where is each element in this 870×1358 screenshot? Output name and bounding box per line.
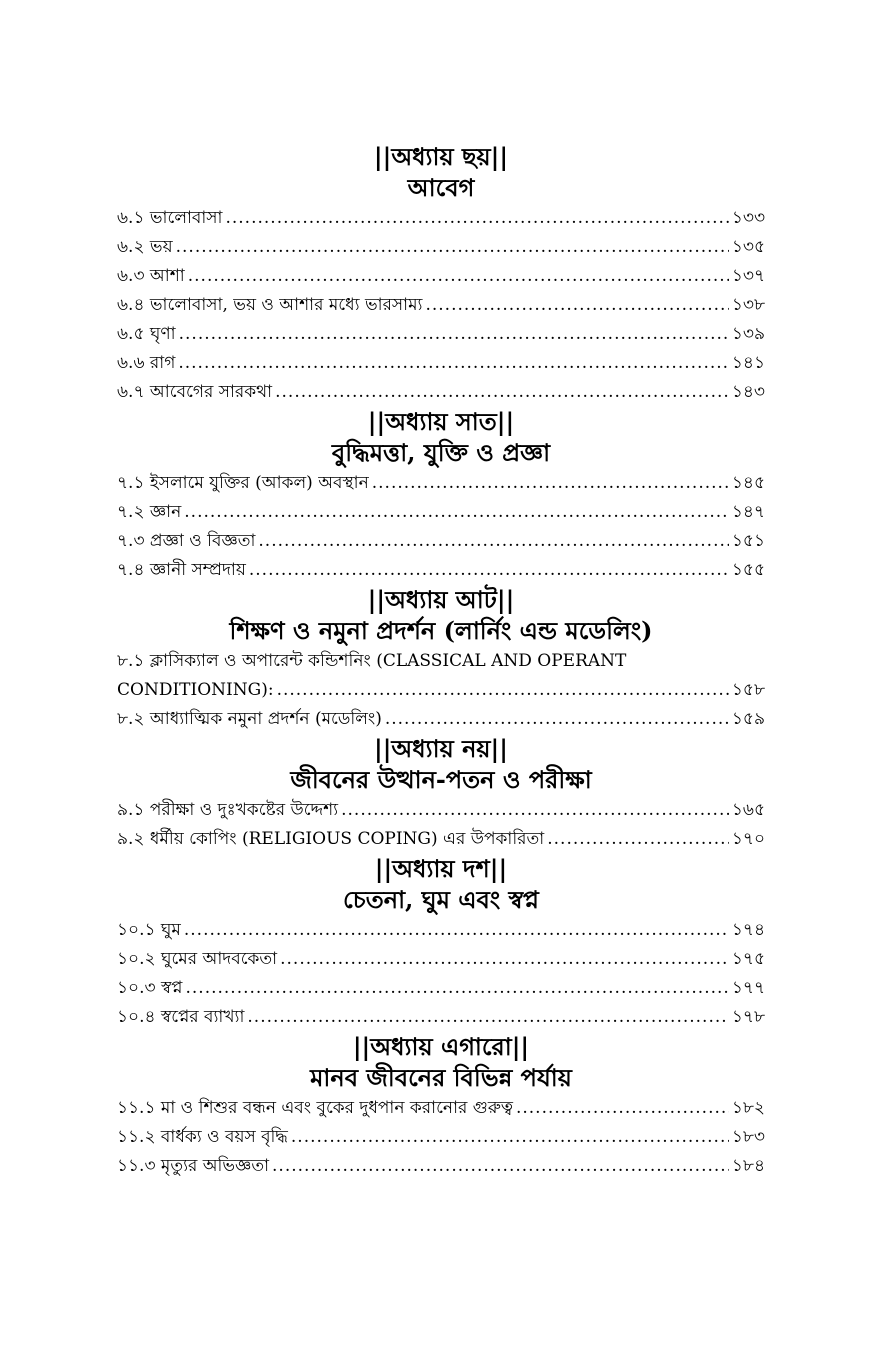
entry-page-number: ১৪১ [731,353,765,373]
leader-dots [277,676,729,705]
entry-page-number: ১৪৩ [731,382,765,402]
leader-dots [341,796,729,825]
toc-entry[interactable] [117,945,765,974]
toc-entry[interactable] [117,378,765,407]
chapter-label: ||অধ্যায় ছয়|| [373,142,509,171]
entry-title: ৬.১ ভালোবাসা [117,208,223,228]
toc-entry[interactable] [117,705,765,734]
toc-entry[interactable] [117,1003,765,1032]
entry-title: ৮.২ আধ্যাত্মিক নমুনা প্রদর্শন (মডেলিং) [117,709,382,729]
entry-title-line2: CONDITIONING): [117,680,274,700]
entry-page-number: ১৮৪ [731,1156,765,1176]
entry-title: ১০.৪ স্বপ্নের ব্যাখ্যা [117,1007,245,1027]
entry-page-number: ১৫৮ [731,680,765,700]
entry-page-number: ১৩৯ [731,324,765,344]
toc-entry[interactable] [117,498,765,527]
toc-entry[interactable] [117,556,765,585]
toc-entry[interactable] [117,1094,765,1123]
entry-page-number: ১৪৭ [731,502,765,522]
leader-dots [272,1152,729,1181]
entry-page-number: ১৫১ [731,531,765,551]
entry-title: ১১.৩ মৃত্যুর অভিজ্ঞতা [117,1156,270,1176]
leader-dots [291,1123,729,1152]
chapter-9 [117,734,765,854]
entry-page-number: ১৪৫ [731,473,765,493]
leader-dots [425,291,728,320]
toc-entry[interactable] [117,262,765,291]
chapter-label: ||অধ্যায় এগারো|| [352,1032,530,1061]
entry-page-number: ১৬৫ [731,800,765,820]
entry-title: ৬.৬ রাগ [117,353,176,373]
table-of-contents [117,142,765,1181]
entry-page-number: ১৩৮ [731,295,765,315]
leader-dots [184,498,729,527]
chapter-label: ||অধ্যায় সাত|| [367,407,515,436]
leader-dots [184,916,729,945]
toc-entry[interactable] [117,647,765,705]
entry-page-number: ১৮২ [731,1098,765,1118]
leader-dots [516,1094,729,1123]
entry-title: ৬.২ ভয় [117,237,173,257]
entry-page-number: ১৭৭ [731,978,765,998]
toc-entry[interactable] [117,1152,765,1181]
toc-entry[interactable] [117,527,765,556]
chapter-8 [117,585,765,734]
chapter-label: ||অধ্যায় দশ|| [374,854,508,883]
entry-title: ১০.২ ঘুমের আদবকেতা [117,949,278,969]
chapter-title: আবেগ [407,173,475,202]
chapter-title: শিক্ষণ ও নমুনা প্রদর্শন (লার্নিং এন্ড মডেলিং) [229,616,653,645]
leader-dots [176,233,729,262]
entry-title-line1: ৮.১ ক্লাসিক্যাল ও অপারেন্ট কন্ডিশনিং (CLASSICAL AND OPERANT [117,651,627,671]
entry-title: ১০.১ ঘুম [117,920,181,940]
chapter-title: বুদ্ধিমত্তা, যুক্তি ও প্রজ্ঞা [331,438,551,467]
entry-title: ১১.২ বার্ধক্য ও বয়স বৃদ্ধি [117,1127,288,1147]
entry-page-number: ১৫৫ [731,560,765,580]
chapter-7 [117,407,765,585]
toc-entry[interactable] [117,916,765,945]
toc-entry[interactable] [117,349,765,378]
leader-dots [372,469,729,498]
entry-title: ৬.৭ আবেগের সারকথা [117,382,273,402]
leader-dots [247,1003,728,1032]
leader-dots [275,378,729,407]
entry-title: ৭.৩ প্রজ্ঞা ও বিজ্ঞতা [117,531,256,551]
entry-title: ৯.২ ধর্মীয় কোপিং (RELIGIOUS COPING) এর উপকারিতা [117,829,545,849]
chapter-10 [117,854,765,1032]
entry-title: ৬.৪ ভালোবাসা, ভয় ও আশার মধ্যে ভারসাম্য [117,295,423,315]
entry-title: ১০.৩ স্বপ্ন [117,978,183,998]
entry-title: ৬.৩ আশা [117,266,185,286]
entry-page-number: ১৫৯ [731,709,765,729]
entry-page-number: ১৩৩ [731,208,765,228]
entry-title: ১১.১ মা ও শিশুর বন্ধন এবং বুকের দুধপান করানোর গুরুত্ব [117,1098,513,1118]
toc-entry[interactable] [117,796,765,825]
leader-dots [258,527,729,556]
entry-title: ৭.২ জ্ঞান [117,502,182,522]
entry-continuation [117,676,765,705]
chapter-6 [117,142,765,407]
toc-entry[interactable] [117,974,765,1003]
entry-page-number: ১৭৪ [731,920,765,940]
toc-entry[interactable] [117,1123,765,1152]
entry-page-number: ১৭৫ [731,949,765,969]
leader-dots [179,320,729,349]
toc-entry[interactable] [117,291,765,320]
leader-dots [385,705,729,734]
entry-title: ৯.১ পরীক্ষা ও দুঃখকষ্টের উদ্দেশ্য [117,800,339,820]
entry-page-number: ১৮৩ [731,1127,765,1147]
leader-dots [249,556,729,585]
toc-entry[interactable] [117,233,765,262]
leader-dots [185,974,728,1003]
chapter-label: ||অধ্যায় আট|| [367,585,515,614]
entry-page-number: ১৩৫ [731,237,765,257]
leader-dots [188,262,729,291]
chapter-title: চেতনা, ঘুম এবং স্বপ্ন [343,885,539,914]
entry-title: ৭.১ ইসলামে যুক্তির (আকল) অবস্থান [117,473,369,493]
leader-dots [178,349,729,378]
toc-entry[interactable] [117,204,765,233]
toc-entry[interactable] [117,469,765,498]
leader-dots [547,825,729,854]
leader-dots [280,945,729,974]
entry-page-number: ১৭০ [731,829,765,849]
chapter-label: ||অধ্যায় নয়|| [373,734,509,763]
entry-page-number: ১৩৭ [731,266,765,286]
toc-entry[interactable] [117,320,765,349]
chapter-11 [117,1032,765,1181]
toc-entry[interactable] [117,825,765,854]
entry-page-number: ১৭৮ [731,1007,765,1027]
entry-title: ৭.৪ জ্ঞানী সম্প্রদায় [117,560,246,580]
leader-dots [225,204,728,233]
entry-title: ৬.৫ ঘৃণা [117,324,176,344]
chapter-title: জীবনের উত্থান-পতন ও পরীক্ষা [290,765,592,794]
chapter-title: মানব জীবনের বিভিন্ন পর্যায় [310,1063,572,1092]
